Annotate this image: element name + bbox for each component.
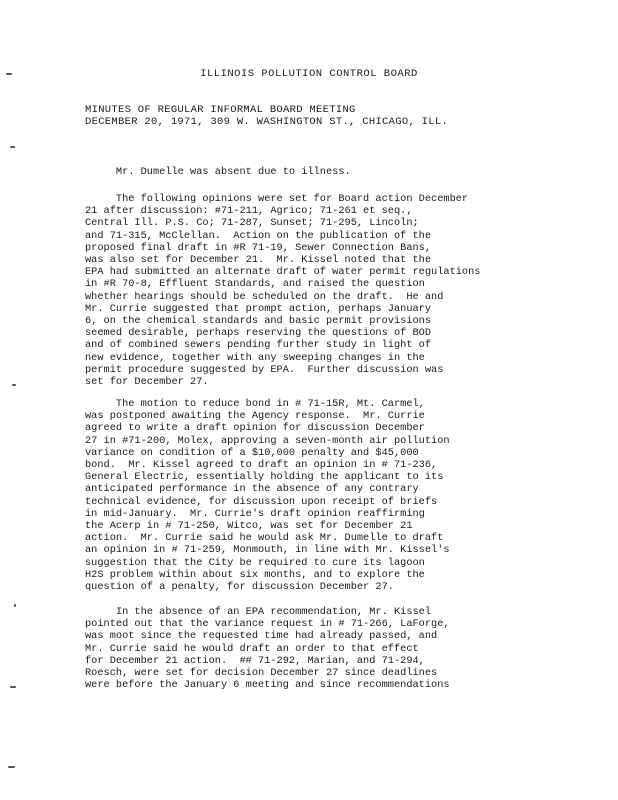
scan-speck bbox=[8, 766, 15, 768]
minutes-title bbox=[85, 104, 448, 128]
paragraph-line: anticipated performance in the absence of any contrary bbox=[85, 483, 419, 496]
paragraph-line: bond. Mr. Kissel agreed to draft an opinion in # 71-236, bbox=[85, 459, 438, 472]
paragraph-line: question of a penalty, for discussion December 27. bbox=[85, 581, 394, 594]
paragraph-line: technical evidence, for discussion upon receipt of briefs bbox=[85, 495, 438, 508]
paragraph-line: EPA had submitted an alternate draft of water permit regulations bbox=[85, 266, 481, 279]
paragraph-line: action. Mr. Currie said he would ask Mr. Dumelle to draft bbox=[85, 532, 444, 545]
paragraph-line: Roesch, were set for decision December 27 since deadlines bbox=[85, 667, 438, 680]
minutes-title-line: DECEMBER 20, 1971, 309 W. WASHINGTON ST., CHICAGO, ILL. bbox=[85, 116, 449, 128]
paragraph-line: in #R 70-8, Effluent Standards, and raised the question bbox=[85, 278, 425, 291]
paragraph-line: 27 in #71-200, Molex, approving a seven-month air pollution bbox=[85, 434, 450, 447]
paragraph-line: Mr. Dumelle was absent due to illness. bbox=[85, 166, 351, 178]
paragraph-line: variance on condition of a $10,000 penalty and $45,000 bbox=[85, 446, 419, 459]
paragraph-line: 6, on the chemical standards and basic permit provisions bbox=[85, 315, 432, 328]
scan-speck bbox=[10, 146, 15, 148]
paragraph-line: were before the January 6 meeting and since recommendations bbox=[85, 679, 450, 692]
paragraph-line: In the absence of an EPA recommendation, Mr. Kissel bbox=[85, 606, 432, 618]
paragraph-line: whether hearings should be scheduled on the draft. He and bbox=[85, 290, 444, 303]
paragraph-absence bbox=[85, 166, 555, 178]
paragraph-line: seemed desirable, perhaps reserving the questions of BOD bbox=[85, 327, 432, 340]
paragraph-line: The following opinions were set for Board action December bbox=[85, 193, 469, 205]
scan-speck bbox=[10, 686, 16, 688]
paragraph-line: Mr. Currie suggested that prompt action, perhaps January bbox=[85, 302, 432, 315]
paragraph-line: in mid-January. Mr. Currie's draft opinion reaffirming bbox=[85, 507, 425, 520]
paragraph-line: permit procedure suggested by EPA. Further discussion was bbox=[85, 363, 444, 376]
paragraph-epa-recommendation bbox=[85, 606, 555, 691]
paragraph-line: and of combined sewers pending further study in light of bbox=[85, 339, 432, 352]
paragraph-line: H2S problem within about six months, and to explore the bbox=[85, 568, 425, 581]
paragraph-line: and 71-315, McClellan. Action on the publication of the bbox=[85, 229, 432, 242]
paragraph-line: Central Ill. P.S. Co; 71-287, Sunset; 71-295, Lincoln; bbox=[85, 217, 419, 230]
paragraph-line: pointed out that the variance request in # 71-266, LaForge, bbox=[85, 618, 450, 631]
paragraph-line: was postponed awaiting the Agency response. Mr. Currie bbox=[85, 410, 425, 423]
paragraph-line: suggestion that the City be required to cure its lagoon bbox=[85, 556, 425, 569]
paragraph-line: proposed final draft in #R 71-19, Sewer Connection Bans, bbox=[85, 241, 432, 254]
paragraph-line: General Electric, essentially holding the applicant to its bbox=[85, 471, 444, 484]
paragraph-line: The motion to reduce bond in # 71-15R, Mt. Carmel, bbox=[85, 398, 425, 410]
document-heading: ILLINOIS POLLUTION CONTROL BOARD bbox=[200, 68, 418, 80]
minutes-title-line: MINUTES OF REGULAR INFORMAL BOARD MEETING bbox=[85, 104, 356, 116]
paragraph-line: set for December 27. bbox=[85, 376, 209, 389]
paragraph-line: an opinion in # 71-259, Monmouth, in line with Mr. Kissel's bbox=[85, 544, 450, 557]
scan-speck bbox=[14, 604, 16, 607]
paragraph-bond-motion bbox=[85, 398, 555, 593]
paragraph-line: 21 after discussion: #71-211, Agrico; 71-261 et seq., bbox=[85, 205, 413, 218]
paragraph-line: agreed to write a draft opinion for discussion December bbox=[85, 422, 425, 435]
paragraph-line: was also set for December 21. Mr. Kissel noted that the bbox=[85, 254, 432, 267]
paragraph-line: was moot since the requested time had already passed, and bbox=[85, 630, 438, 643]
paragraph-line: Mr. Currie said he would draft an order to that effect bbox=[85, 642, 419, 655]
paragraph-line: for December 21 action. ## 71-292, Marian, and 71-294, bbox=[85, 654, 425, 667]
scan-speck bbox=[12, 384, 16, 386]
paragraph-opinions bbox=[85, 193, 555, 388]
paragraph-line: the Acerp in # 71-250, Witco, was set for December 21 bbox=[85, 520, 413, 533]
paragraph-line: new evidence, together with any sweeping changes in the bbox=[85, 351, 425, 364]
